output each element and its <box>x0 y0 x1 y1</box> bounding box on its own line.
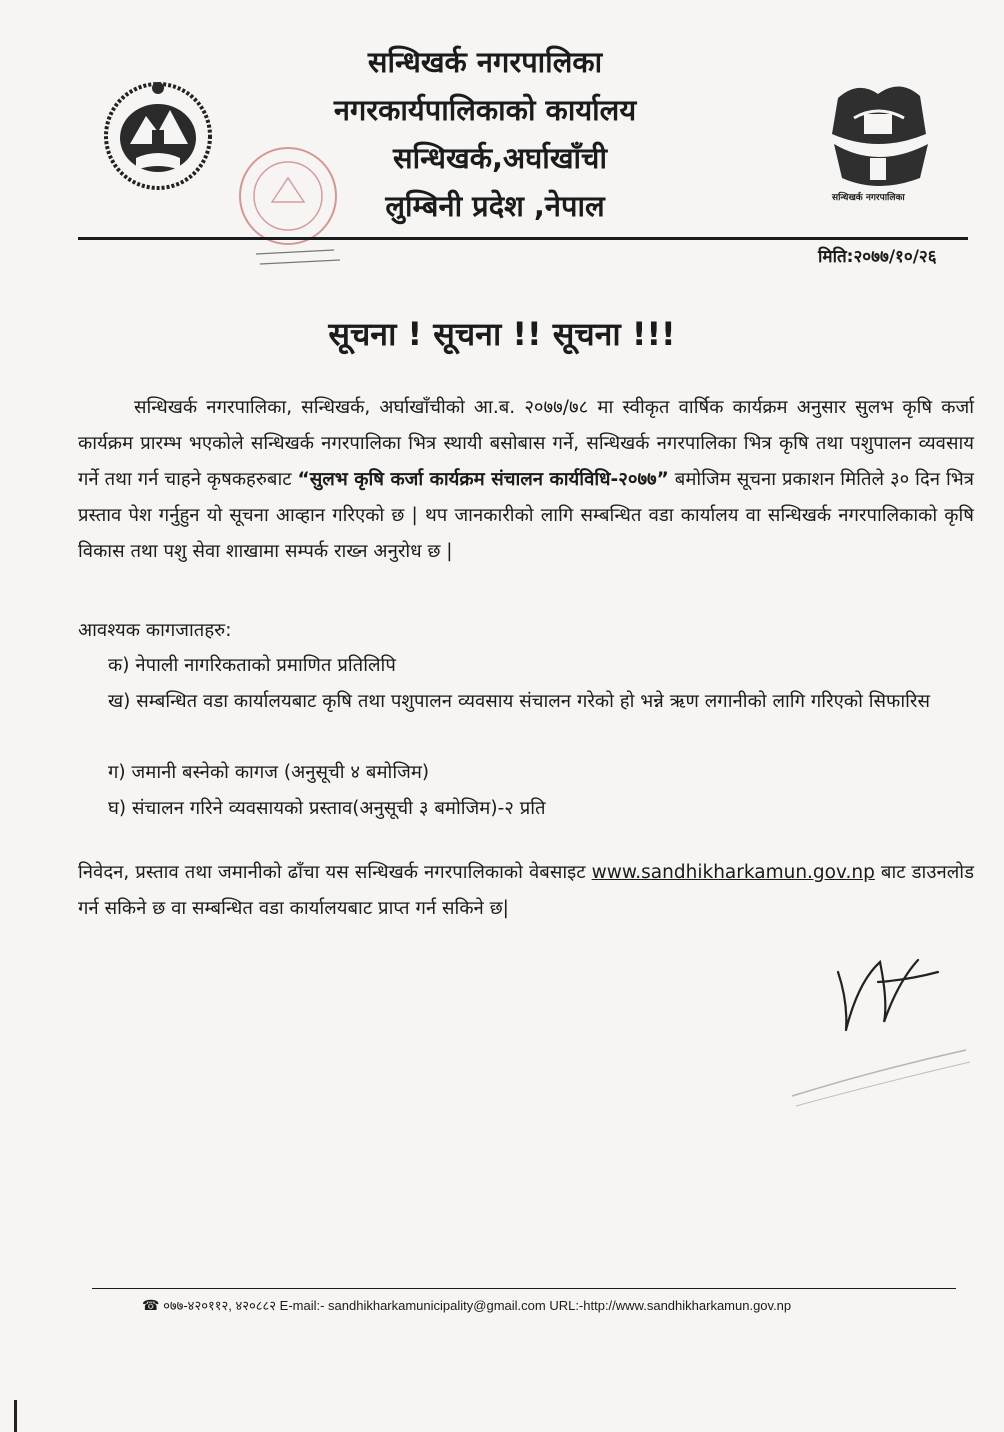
document-label: ख) <box>108 691 131 712</box>
document-text: जमानी बस्नेको कागज (अनुसूची ४ बमोजिम) <box>131 762 430 783</box>
document-text: नेपाली नागरिकताको प्रमाणित प्रतिलिपि <box>135 655 396 676</box>
header-divider <box>78 237 968 240</box>
website-link[interactable]: www.sandhikharkamun.gov.np <box>591 862 875 883</box>
closing-paragraph <box>78 855 974 927</box>
notice-body-paragraph <box>78 390 974 570</box>
notice-date: मिति:२०७७/१०/२६ <box>818 247 937 267</box>
document-item <box>108 791 974 827</box>
office-name: नगरकार्यपालिकाको कार्यालय <box>333 93 637 127</box>
signature <box>818 942 968 1042</box>
document-item <box>108 648 974 684</box>
procedure-name: “सुलभ कृषि कर्जा कार्यक्रम संचालन कार्यविधि-२०७७” <box>297 469 669 490</box>
closing-text-part2: बाट डाउनलोड गर्न सकिने छ वा सम्बन्धित वडा कार्यालयबाट प्राप्त गर्न सकिने छ| <box>78 862 974 919</box>
phone-icon: ☎ <box>142 1297 160 1313</box>
municipality-name: सन्धिखर्क नगरपालिका <box>367 45 603 79</box>
signature-stamp <box>786 1030 976 1110</box>
footer-divider <box>92 1288 956 1289</box>
notice-title: सूचना ! सूचना !! सूचना !!! <box>328 315 676 353</box>
closing-text-part1: निवेदन, प्रस्ताव तथा जमानीको ढाँचा यस सन्धिखर्क नगरपालिकाको वेबसाइट <box>78 862 592 883</box>
document-text: सम्बन्धित वडा कार्यालयबाट कृषि तथा पशुपालन व्यवसाय संचालन गरेको हो भन्ने ऋण लगानीको लागि गरिएको सिफारिस <box>136 691 930 712</box>
municipality-logo <box>808 74 948 212</box>
document-label: घ) <box>108 798 127 819</box>
document-label: ग) <box>108 762 126 783</box>
nepal-emblem-logo <box>98 74 218 194</box>
contact-details: ०७७-४२०११२, ४२०८८२ E-mail:- sandhikharkamunicipality@gmail.com URL:-http://www.sandhikharkamun.gov.np <box>163 1298 792 1313</box>
office-address: सन्धिखर्क,अर्घाखाँची <box>393 141 607 175</box>
province-country: लुम्बिनी प्रदेश ,नेपाल <box>385 189 605 223</box>
document-text: संचालन गरिने व्यवसायको प्रस्ताव(अनुसूची ३ बमोजिम)-२ प्रति <box>132 798 546 819</box>
body-text-part2: बमोजिम सूचना प्रकाशन मितिले ३० दिन भित्र प्रस्ताव पेश गर्नुहुन यो सूचना आव्हान गरिएको छ | थप जानकारीको लागि सम्बन्धित वडा कार्यालय वा सन्धिखर्क नगरपालिकाको कृषि विकास तथा पशु सेवा शाखामा सम्पर्क राख्न अनुरोध छ | <box>78 469 974 562</box>
page-edge-mark <box>0 1400 17 1432</box>
document-label: क) <box>108 655 130 676</box>
required-documents-heading: आवश्यक कागजातहरु: <box>78 620 232 641</box>
document-item <box>108 755 974 791</box>
document-item <box>108 684 974 720</box>
contact-footer <box>142 1296 942 1314</box>
body-text-part1: सन्धिखर्क नगरपालिका, सन्धिखर्क, अर्घाखाँचीको आ.ब. २०७७/७८ मा स्वीकृत वार्षिक कार्यक्रम अनुसार सुलभ कृषि कर्जा कार्यक्रम प्रारम्भ भएकोले सन्धिखर्क नगरपालिका भित्र स्थायी बसोबास गर्ने, सन्धिखर्क नगरपालिका भित्र कृषि तथा पशुपालन व्यवसाय गर्ने तथा गर्न चाहने कृषकहरुबाट <box>78 397 974 490</box>
logo-caption: सन्धिखर्क नगरपालिका <box>832 193 905 203</box>
stamp-decoration <box>254 246 344 270</box>
